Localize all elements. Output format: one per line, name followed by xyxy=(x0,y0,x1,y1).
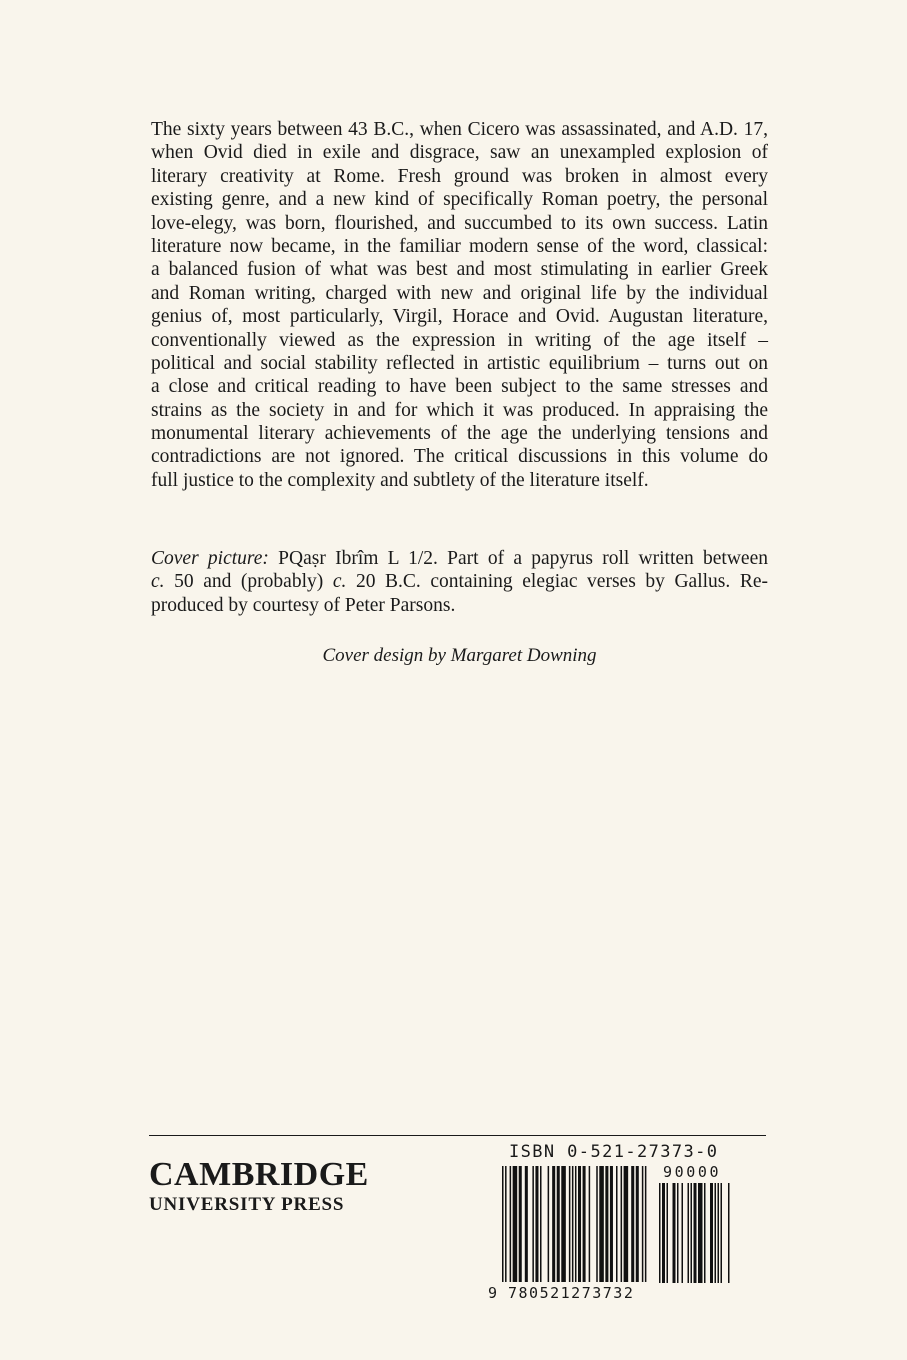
barcode-bar xyxy=(510,1166,512,1282)
blurb-line: contradictions are not ignored. The critical discussions in this volume do xyxy=(151,446,768,468)
barcode-bar xyxy=(659,1183,661,1283)
blurb-line: conventionally viewed as the expression in writing of the age itself – xyxy=(151,329,768,351)
publisher-subname: UNIVERSITY PRESS xyxy=(149,1194,345,1215)
blurb-paragraph xyxy=(151,118,768,492)
barcode-bar xyxy=(548,1166,550,1282)
blurb-line: monumental literary achievements of the age the underlying tensions and xyxy=(151,423,768,445)
barcode-bar xyxy=(673,1183,676,1283)
blurb-line: full justice to the complexity and subtlety of the literature itself. xyxy=(151,469,649,491)
blurb-line: love-elegy, was born, flourished, and succumbed to its own success. Latin xyxy=(151,212,768,234)
barcode-bar xyxy=(525,1166,528,1282)
barcode-bar xyxy=(575,1166,577,1282)
barcode-bar xyxy=(624,1166,629,1282)
barcode-bar xyxy=(532,1166,534,1282)
barcode-bar xyxy=(578,1166,581,1282)
barcode-bar xyxy=(698,1183,703,1283)
barcode-bar xyxy=(561,1166,566,1282)
barcode-bar xyxy=(677,1183,679,1283)
publisher-logo xyxy=(149,1158,369,1217)
blurb-line: strains as the society in and for which it was produced. In appraising the xyxy=(151,399,768,421)
barcode-bar xyxy=(519,1166,522,1282)
caption-line xyxy=(151,547,768,570)
blurb-line: when Ovid died in exile and disgrace, saw an unexampled explosion of xyxy=(151,142,768,164)
barcode-bar xyxy=(557,1166,560,1282)
addon-digits: 90000 xyxy=(663,1163,722,1181)
barcode-bar xyxy=(642,1166,644,1282)
barcode-bar xyxy=(610,1166,613,1282)
barcode-bar xyxy=(569,1166,571,1282)
barcode-bar xyxy=(688,1183,690,1283)
ean-barcode xyxy=(502,1166,652,1282)
barcode-bar xyxy=(552,1166,555,1282)
barcode-bar xyxy=(691,1183,693,1283)
barcode-bar xyxy=(728,1183,730,1283)
blurb-line: The sixty years between 43 B.C., when Cicero was assassinated, and A.D. 17, xyxy=(151,119,768,140)
barcode-bar xyxy=(704,1183,706,1283)
cover-design-credit: Cover design by Margaret Downing xyxy=(322,645,597,666)
barcode-bar xyxy=(505,1166,507,1282)
divider-rule xyxy=(149,1135,766,1136)
circa-abbrev: c. xyxy=(332,571,347,593)
blurb-line: a balanced fusion of what was best and most stimulating in earlier Greek xyxy=(151,259,768,281)
caption-line: produced by courtesy of Peter Parsons. xyxy=(151,594,456,616)
caption-text: PQaṣr Ibrîm L 1/2. Part of a papyrus roll written between xyxy=(268,548,768,569)
barcode-bar xyxy=(710,1183,713,1283)
barcode-bar xyxy=(535,1166,538,1282)
barcode-bar xyxy=(662,1183,665,1283)
barcode-bar xyxy=(502,1166,504,1282)
ean-lead-digit: 9 xyxy=(488,1284,498,1302)
blurb-line: and Roman writing, charged with new and original life by the individual xyxy=(151,282,768,304)
barcode-bar xyxy=(667,1183,669,1283)
barcode-bar xyxy=(682,1183,684,1283)
barcode-bar xyxy=(631,1166,634,1282)
barcode-bar xyxy=(721,1183,723,1283)
barcode-bar xyxy=(513,1166,518,1282)
barcode-bar xyxy=(715,1183,717,1283)
ean-digits: 780521273732 xyxy=(508,1284,635,1302)
blurb-line: genius of, most particularly, Virgil, Horace and Ovid. Augustan literature, xyxy=(151,306,768,328)
caption-label: Cover picture: xyxy=(151,548,269,569)
blurb-line: literature now became, in the familiar modern sense of the word, classical: xyxy=(151,235,768,257)
barcode-bar xyxy=(589,1166,591,1282)
circa-abbrev: c. xyxy=(151,571,165,593)
barcode-bar xyxy=(596,1166,598,1282)
caption-text: 20 B.C. containing elegiac verses by Gallus. Re- xyxy=(346,571,768,593)
blurb-line: a close and critical reading to have been subject to the same stresses and xyxy=(151,376,768,398)
barcode-bar xyxy=(616,1166,618,1282)
barcode-bar xyxy=(540,1166,542,1282)
blurb-line: literary creativity at Rome. Fresh ground was broken in almost every xyxy=(151,165,768,187)
caption-text: 50 and (probably) xyxy=(164,571,333,593)
barcode-bar xyxy=(572,1166,574,1282)
isbn-label: ISBN 0-521-27373-0 xyxy=(509,1142,719,1162)
barcode-bar xyxy=(636,1166,639,1282)
caption-line xyxy=(151,570,768,593)
blurb-line: political and social stability reflected in artistic equilibrium – turns out on xyxy=(151,352,768,374)
barcode-bar xyxy=(621,1166,623,1282)
barcode-bar xyxy=(718,1183,720,1283)
barcode-bar xyxy=(583,1166,586,1282)
cover-picture-caption xyxy=(151,547,768,617)
barcode-bar xyxy=(645,1166,647,1282)
barcode-bar xyxy=(694,1183,697,1283)
publisher-name: CAMBRIDGE xyxy=(149,1156,369,1193)
barcode-bar xyxy=(605,1166,608,1282)
addon-barcode xyxy=(659,1183,731,1299)
barcode-bar xyxy=(599,1166,604,1282)
blurb-line: existing genre, and a new kind of specifically Roman poetry, the personal xyxy=(151,189,768,211)
